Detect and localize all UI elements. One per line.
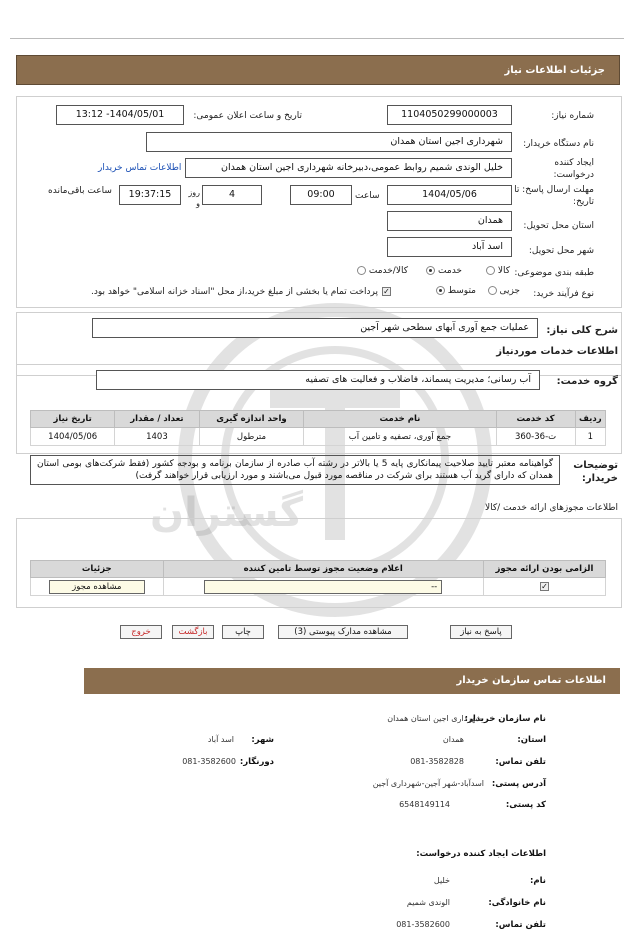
buyer-contact-title: اطلاعات تماس سازمان خریدار bbox=[84, 668, 620, 694]
need-number-label: شماره نیاز: bbox=[551, 111, 594, 121]
deadline-time-field: 09:00 bbox=[290, 185, 352, 205]
cell-license-status bbox=[163, 578, 483, 596]
license-status-field[interactable]: -- bbox=[204, 580, 442, 594]
buyer-phone-value: 081-3582828 bbox=[410, 757, 464, 766]
creator-name-value: خلیل bbox=[433, 876, 450, 885]
table-row bbox=[31, 428, 606, 446]
category-option-service[interactable]: خدمت bbox=[426, 266, 462, 276]
creator-family-label: نام خانوادگی: bbox=[488, 898, 546, 908]
service-group-label: گروه خدمت: bbox=[556, 376, 618, 387]
creator-phone-label: تلفن تماس: bbox=[495, 920, 546, 930]
creator-phone-value: 081-3582600 bbox=[396, 920, 450, 929]
purchase-type-radio-group bbox=[400, 286, 520, 298]
col-name: نام خدمت bbox=[304, 411, 496, 428]
buyer-org-field: شهرداری اجین استان همدان bbox=[146, 132, 512, 152]
summary-field: عملیات جمع آوری آبهای سطحی شهر آجین bbox=[92, 318, 538, 338]
cell-quantity: 1403 bbox=[115, 428, 199, 446]
summary-label: شرح کلی نیاز: bbox=[546, 325, 618, 336]
notes-field: گواهینامه معتبر تایید صلاحیت پیمانکاری پایه 5 یا بالاتر در رشته آب صادره از سازمان برنامه و بودجه کشور (فقط شرکت‌های بومی استان همدان که دارای گرید آب هستند برای شرکت در مناقصه مورد قبول می‌باشند و مورد ارزیابی قرار خواهند گرفت) bbox=[30, 455, 560, 485]
attachments-button[interactable]: مشاهده مدارک پیوستی (3) bbox=[278, 625, 408, 639]
buyer-phone-label: تلفن تماس: bbox=[495, 757, 546, 767]
buyer-org-label: نام دستگاه خریدار: bbox=[523, 139, 594, 149]
creator-info-title: اطلاعات ایجاد کننده درخواست: bbox=[416, 849, 546, 859]
creator-family-value: الوندی شمیم bbox=[406, 898, 450, 907]
buyer-city-label: شهر: bbox=[251, 735, 274, 745]
buyer-address-label: آدرس پستی: bbox=[491, 779, 546, 789]
licenses-title: اطلاعات مجوزهای ارائه خدمت /کالا bbox=[484, 503, 618, 513]
remaining-time-field: 19:37:15 bbox=[119, 185, 181, 205]
buyer-postal-label: کد پستی: bbox=[505, 800, 546, 810]
buyer-org-name-label: نام سازمان خریدار: bbox=[464, 714, 546, 724]
purchase-type-label: نوع فرآیند خرید: bbox=[533, 289, 594, 299]
creator-field: خلیل الوندی شمیم روابط عمومی،دبیرخانه شهرداری اجین استان همدان bbox=[185, 158, 512, 178]
city-label: شهر محل تحویل: bbox=[528, 246, 594, 256]
treasury-payment-checkbox[interactable]: ✓ bbox=[383, 287, 390, 296]
col-quantity: تعداد / مقدار bbox=[115, 411, 199, 428]
col-code: کد خدمت bbox=[496, 411, 575, 428]
purchase-option-minor[interactable]: جزیی bbox=[488, 286, 520, 296]
buyer-fax-label: دورنگار: bbox=[239, 757, 274, 767]
cell-name: جمع آوری، تصفیه و تامین آب bbox=[304, 428, 496, 446]
province-field: همدان bbox=[387, 211, 512, 231]
need-number-field: 1104050299000003 bbox=[387, 105, 512, 125]
top-divider bbox=[10, 38, 624, 39]
category-option-goods[interactable]: کالا bbox=[486, 266, 510, 276]
page-title: جزئیات اطلاعات نیاز bbox=[16, 55, 620, 85]
buyer-address-value: اسدآباد-شهر آجین-شهرداری آجین bbox=[372, 779, 484, 788]
category-label: طبقه بندی موضوعی: bbox=[514, 268, 594, 278]
services-table-header bbox=[31, 411, 606, 428]
cell-license-details bbox=[31, 578, 164, 596]
announce-date-field: 1404/05/01- 13:12 bbox=[56, 105, 184, 125]
days-remaining-field: 4 bbox=[202, 185, 262, 205]
category-radio-service[interactable] bbox=[426, 266, 435, 275]
purchase-option-medium[interactable]: متوسط bbox=[436, 286, 476, 296]
buyer-city-value: اسد آباد bbox=[207, 735, 234, 744]
deadline-date-field: 1404/05/06 bbox=[387, 185, 512, 205]
cell-date: 1404/05/06 bbox=[31, 428, 115, 446]
purchase-radio-minor[interactable] bbox=[488, 286, 497, 295]
exit-button[interactable]: خروج bbox=[120, 625, 162, 639]
province-label: استان محل تحویل: bbox=[523, 221, 594, 231]
col-row: ردیف bbox=[575, 411, 605, 428]
notes-label: توضیحات خریدار: bbox=[573, 460, 618, 484]
back-button[interactable]: بازگشت bbox=[172, 625, 214, 639]
buyer-province-value: همدان bbox=[442, 735, 464, 744]
creator-name-label: نام: bbox=[529, 876, 546, 886]
buyer-org-name-value: شهرداری اجین استان همدان bbox=[387, 714, 482, 723]
creator-label: ایجاد کننده درخواست: bbox=[553, 158, 594, 180]
license-required-checkbox[interactable]: ✓ bbox=[541, 581, 548, 591]
city-field: اسد آباد bbox=[387, 237, 512, 257]
days-label: روز و bbox=[188, 188, 200, 208]
buyer-postal-value: 6548149114 bbox=[399, 800, 450, 809]
view-license-button[interactable]: مشاهده مجوز bbox=[49, 580, 145, 594]
cell-license-required bbox=[483, 578, 605, 596]
col-license-details: جزئیات bbox=[31, 561, 164, 578]
service-group-field: آب رسانی؛ مدیریت پسماند، فاضلاب و فعالیت های تصفیه bbox=[96, 370, 540, 390]
table-row bbox=[31, 578, 606, 596]
col-license-required: الزامی بودن ارائه مجوز bbox=[483, 561, 605, 578]
category-radio-goods[interactable] bbox=[486, 266, 495, 275]
buyer-province-label: استان: bbox=[517, 735, 546, 745]
category-option-both[interactable]: کالا/خدمت bbox=[357, 266, 408, 276]
cell-unit: مترطول bbox=[199, 428, 304, 446]
treasury-payment-note: پرداخت تمام یا بخشی از مبلغ خرید،از محل "اسناد خزانه اسلامی" خواهد بود. bbox=[90, 287, 378, 297]
category-radio-both[interactable] bbox=[357, 266, 366, 275]
category-radio-group bbox=[330, 266, 510, 278]
purchase-radio-medium[interactable] bbox=[436, 286, 445, 295]
services-table bbox=[30, 410, 606, 446]
services-title: اطلاعات خدمات موردنیاز bbox=[496, 346, 618, 357]
print-button[interactable]: چاپ bbox=[222, 625, 264, 639]
deadline-time-label: ساعت bbox=[355, 191, 380, 201]
col-date: تاریخ نیاز bbox=[31, 411, 115, 428]
remaining-time-label: ساعت باقی‌مانده bbox=[48, 186, 112, 196]
licenses-table-header bbox=[31, 561, 606, 578]
announce-date-label: تاریخ و ساعت اعلان عمومی: bbox=[193, 111, 302, 121]
col-license-status: اعلام وضعیت مجوز توسط تامین کننده bbox=[163, 561, 483, 578]
watermark-text: گستران bbox=[150, 490, 304, 536]
buyer-contact-link[interactable]: اطلاعات تماس خریدار bbox=[98, 163, 182, 173]
licenses-table bbox=[30, 560, 606, 596]
deadline-label: مهلت ارسال پاسخ: تا تاریخ: bbox=[514, 185, 594, 207]
cell-code: ت-36-360 bbox=[496, 428, 575, 446]
col-unit: واحد اندازه گیری bbox=[199, 411, 304, 428]
reply-button[interactable]: پاسخ به نیاز bbox=[450, 625, 512, 639]
buyer-fax-value: 081-3582600 bbox=[182, 757, 236, 766]
cell-row: 1 bbox=[575, 428, 605, 446]
